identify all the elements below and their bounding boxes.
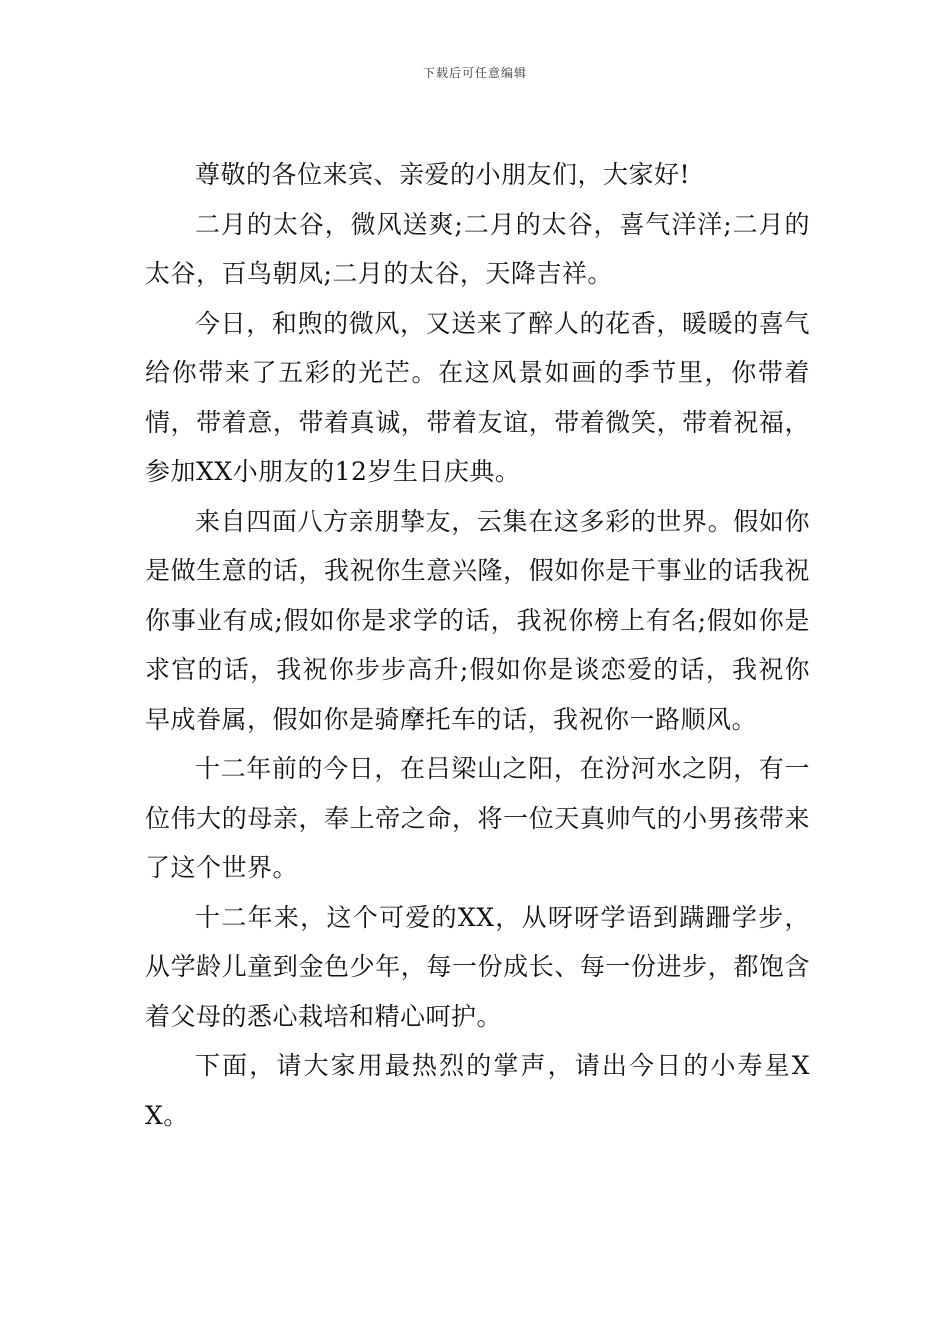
header-note: 下载后可任意编辑 [422,66,527,80]
paragraph-wishes: 来自四面八方亲朋挚友，云集在这多彩的世界。假如你是做生意的话，我祝你生意兴隆，假如你是干事业的话我祝你事业有成;假如你是求学的话，我祝你榜上有名;假如你是求官的话，我祝你步步高升;假如你是谈恋爱的话，我祝你早成眷属，假如你是骑摩托车的话，我祝你一路顺风。 [145,506,810,734]
paragraph-greeting: 尊敬的各位来宾、亲爱的小朋友们，大家好! [195,160,691,189]
paragraph-twelve-years: 十二年来，这个可爱的XX，从呀呀学语到蹒跚学步，从学龄儿童到金色少年，每一份成长、每一份进步，都饱含着父母的悉心栽培和精心呵护。 [145,902,810,1031]
paragraph-twelve-years-ago: 十二年前的今日，在吕梁山之阳，在汾河水之阴，有一位伟大的母亲，奉上帝之命，将一位天真帅气的小男孩带来了这个世界。 [145,754,810,882]
paragraph-february: 二月的太谷，微风送爽;二月的太谷，喜气洋洋;二月的太谷，百鸟朝凤;二月的太谷，天降吉祥。 [145,209,810,288]
paragraph-applause: 下面，请大家用最热烈的掌声，请出今日的小寿星XX。 [145,1051,810,1130]
paragraph-today: 今日，和煦的微风，又送来了醉人的花香，暖暖的喜气给你带来了五彩的光芒。在这风景如画的季节里，你带着情，带着意，带着真诚，带着友谊，带着微笑，带着祝福，参加XX小朋友的12岁生日庆典。 [145,308,810,486]
document-body [145,150,810,1140]
